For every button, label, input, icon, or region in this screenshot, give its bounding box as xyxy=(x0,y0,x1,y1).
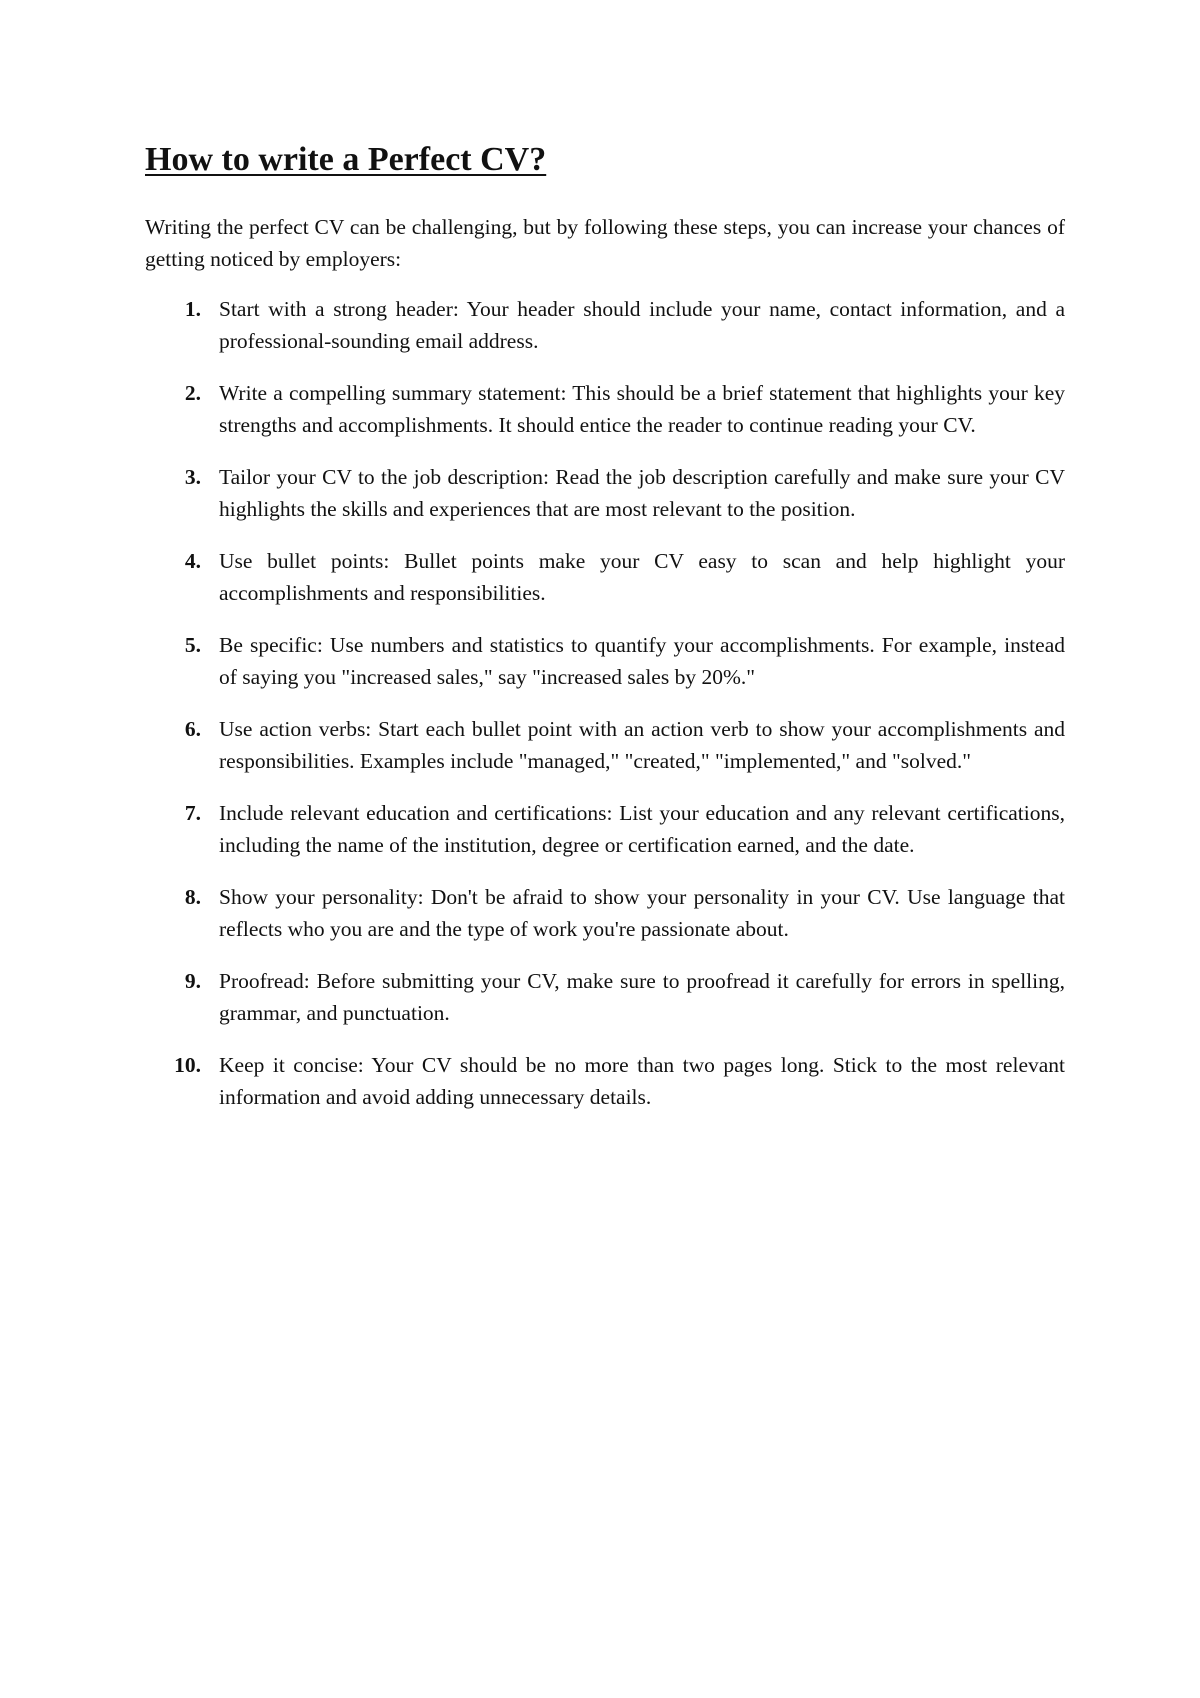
list-item-number: 9. xyxy=(184,968,201,993)
steps-list xyxy=(145,293,1065,1113)
list-item-text: Write a compelling summary statement: This should be a brief statement that highlights your key strengths and accomplishments. It should entice the reader to continue reading your CV. xyxy=(219,380,1065,437)
list-item-text: Proofread: Before submitting your CV, make sure to proofread it carefully for errors in spelling, grammar, and punctuation. xyxy=(219,968,1065,1025)
list-item xyxy=(145,545,1065,609)
list-item-number: 2. xyxy=(184,380,201,405)
list-item-number: 7. xyxy=(184,800,201,825)
list-item-text: Use action verbs: Start each bullet point with an action verb to show your accomplishments and responsibilities. Examples include "managed," "created," "implemented," and "solved." xyxy=(219,716,1065,773)
list-item xyxy=(145,629,1065,693)
list-item-number: 6. xyxy=(184,716,201,741)
list-item-text: Start with a strong header: Your header should include your name, contact information, and a professional-sounding email address. xyxy=(219,296,1065,353)
list-item-number: 4. xyxy=(184,548,201,573)
list-item-number: 3. xyxy=(184,464,201,489)
list-item-text: Keep it concise: Your CV should be no more than two pages long. Stick to the most relevant information and avoid adding unnecessary details. xyxy=(219,1052,1065,1109)
list-item xyxy=(145,965,1065,1029)
list-item-text: Tailor your CV to the job description: Read the job description carefully and make sure your CV highlights the skills and experiences that are most relevant to the position. xyxy=(219,464,1065,521)
page-title: How to write a Perfect CV? xyxy=(145,141,547,178)
list-item-number: 1. xyxy=(184,296,201,321)
list-item xyxy=(145,713,1065,777)
list-item xyxy=(145,797,1065,861)
list-item-number: 5. xyxy=(184,632,201,657)
list-item xyxy=(145,293,1065,357)
list-item xyxy=(145,881,1065,945)
list-item-number: 8. xyxy=(184,884,201,909)
list-item-text: Include relevant education and certifications: List your education and any relevant certifications, including the name of the institution, degree or certification earned, and the date. xyxy=(219,800,1065,857)
list-item xyxy=(145,461,1065,525)
document-page xyxy=(145,140,1065,1133)
list-item-text: Be specific: Use numbers and statistics to quantify your accomplishments. For example, instead of saying you "increased sales," say "increased sales by 20%." xyxy=(219,632,1065,689)
list-item xyxy=(145,1049,1065,1113)
intro-paragraph: Writing the perfect CV can be challenging, but by following these steps, you can increase your chances of getting noticed by employers: xyxy=(145,214,1065,271)
list-item-text: Show your personality: Don't be afraid to show your personality in your CV. Use language that reflects who you are and the type of work you're passionate about. xyxy=(219,884,1065,941)
list-item-text: Use bullet points: Bullet points make your CV easy to scan and help highlight your accomplishments and responsibilities. xyxy=(219,548,1065,605)
list-item xyxy=(145,377,1065,441)
list-item-number: 10. xyxy=(174,1052,201,1077)
